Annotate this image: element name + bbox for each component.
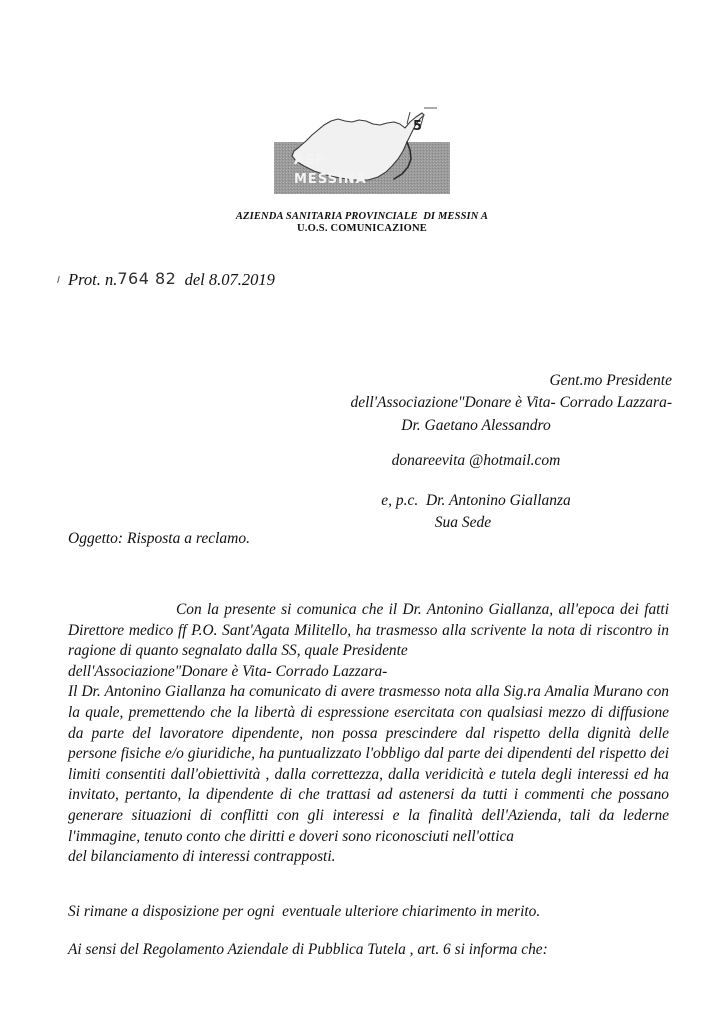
addressee-line-1: Gent.mo Presidente (549, 372, 672, 389)
protocol-label: Prot. n. (68, 270, 118, 289)
cc-recipient: e, p.c. Dr. Antonino Giallanza (381, 492, 571, 509)
subject-line: Oggetto: Risposta a reclamo. (68, 530, 250, 547)
body-paragraph-1: Con la presente si comunica che il Dr. Antonino Giallanza, all'epoca dei fatti Direttore medico ff P.O. Sant'Agata Militello, ha trasmesso alla scrivente la nota di riscontro in ragione di quanto segnalato dalla SS, quale Presidente (68, 601, 669, 660)
addressee-email[interactable]: donareevita @hotmail.com (391, 452, 561, 469)
letterhead (0, 104, 724, 236)
addressee-line-2: dell'Associazione"Donare è Vita- Corrado Lazzara- (350, 394, 672, 412)
addressee-line-3: Dr. Gaetano Alessandro (401, 416, 551, 434)
body-paragraph-1-tail: dell'Associazione"Donare è Vita- Corrado Lazzara- (68, 662, 388, 680)
protocol-number-handwritten: 764 82 (117, 269, 177, 288)
organization-line-2: U.O.S. COMUNICAZIONE (296, 223, 427, 235)
asp-messina-logo (274, 104, 450, 194)
logo-acronym-text: ASP (294, 153, 326, 168)
organization-name-block (0, 211, 724, 236)
body-paragraph-2-tail: del bilanciamento di interessi contrapposti. (68, 848, 336, 866)
sicily-map-logo-icon (274, 104, 450, 194)
protocol-date: del 8.07.2019 (184, 270, 275, 289)
logo-marker-5: 5 (413, 119, 423, 134)
body-paragraph-2: Il Dr. Antonino Giallanza ha comunicato di avere trasmesso nota alla Sig.ra Amalia Murano con la quale, premettendo che la libertà di espressione esercitata con qualsiasi mezzo di diffusione da parte del lavoratore dipendente, non possa prescindere dal rispetto della dignità delle persone fisiche e/o giuridiche, ha puntualizzato l'obbligo dal parte dei dipendenti del rispetto dei limiti consentiti dall'obiettività , dalla correttezza, dalla veridicità e tutela degli interessi ed ha invitato, pertanto, la dipendente di che trattasi ad astenersi da tutti i commenti che possano generare situazioni di conflitti con gli interessi e la finalità dell'Azienda, tali da lederne l'immagine, tenuto conto che diritti e doveri sono riconosciuti nell'ottica (68, 683, 669, 845)
protocol-tick-mark (57, 276, 60, 283)
closing-paragraph-1: Si rimane a disposizione per ogni eventuale ulteriore chiarimento in merito. (68, 903, 541, 920)
organization-line-1: AZIENDA SANITARIA PROVINCIALE DI MESSIN A (235, 211, 489, 222)
letter-body (68, 600, 669, 868)
carbon-copy-block (280, 490, 672, 534)
cc-location: Sua Sede (434, 514, 492, 531)
addressee-block (280, 370, 672, 437)
protocol-line (68, 270, 275, 290)
closing-paragraph-2: Ai sensi del Regolamento Aziendale di Pubblica Tutela , art. 6 si informa che: (68, 941, 548, 958)
logo-city-text: MESSINA (294, 172, 367, 187)
